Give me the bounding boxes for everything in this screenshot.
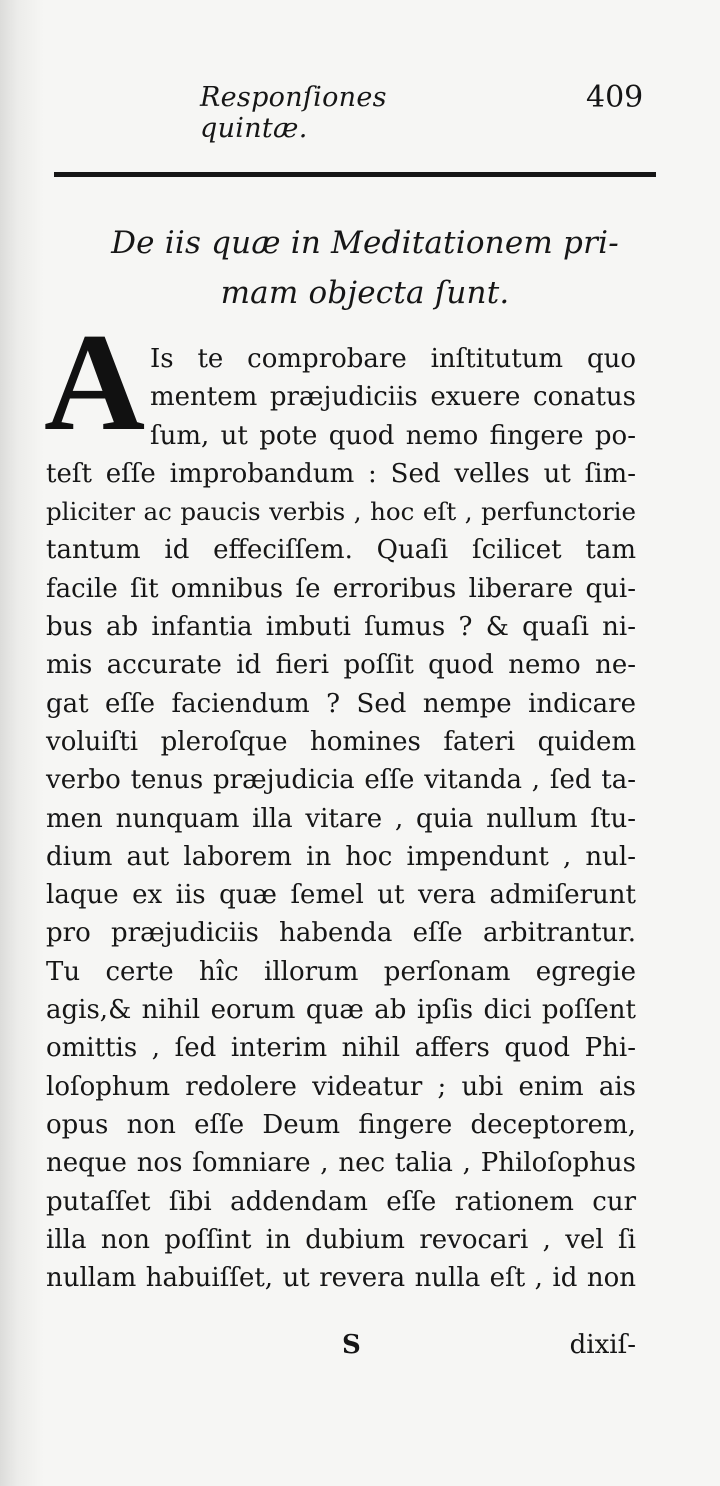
text-line: Is te comprobare inſtitutum quo [150, 344, 636, 374]
text-line: mentem præjudiciis exuere conatus [150, 382, 636, 413]
text-line: omittis , ſed interim nihil affers quod Phi- [46, 1033, 636, 1064]
section-heading-line: De iis quæ in Meditationem pri- [111, 225, 619, 261]
gutter-shadow [0, 0, 44, 1486]
text-line: bus ab infantia imbuti ſumus ? & quaſi ni- [46, 612, 636, 643]
text-line: ſum, ut pote quod nemo fingere po- [150, 420, 636, 451]
text-line: teſt eſſe improbandum : Sed velles ut ſim- [46, 458, 636, 489]
header-rule [54, 172, 656, 177]
section-heading-line: mam objecta ſunt. [220, 275, 510, 311]
page-number: 409 [586, 80, 644, 115]
text-line: pro præjudiciis habenda eſſe arbitrantur. [46, 918, 636, 949]
text-line: laque ex iis quæ ſemel ut vera admiſerunt [46, 880, 636, 911]
section-heading [60, 218, 670, 318]
page-footer [46, 1330, 636, 1370]
text-line: Tu certe hîc illorum perſonam egregie [46, 956, 636, 987]
text-line: dium aut laborem in hoc impendunt , nul- [46, 841, 636, 872]
text-line: putaſſet ſibi addendam eſſe rationem cur [46, 1186, 636, 1217]
text-line: neque nos ſomniare , nec talia , Philoſophus [46, 1148, 636, 1179]
drop-cap: A [44, 305, 146, 460]
catchword: dixiſ- [569, 1330, 636, 1360]
running-title: Responſiones quintæ. [200, 82, 387, 144]
text-line: loſophum redolere videatur ; ubi enim ais [46, 1071, 636, 1102]
text-line: gat eſſe faciendum ? Sed nempe indicare [46, 688, 636, 719]
signature-mark: S [342, 1330, 361, 1360]
text-line: tantum id effeciſſem. Quaſi ſcilicet tam [46, 535, 636, 566]
text-line: pliciter ac paucis verbis , hoc eſt , perfunctorie [46, 497, 636, 527]
text-line: men nunquam illa vitare , quia nullum ſtu- [46, 803, 636, 834]
text-line: illa non poſſint in dubium revocari , vel ſi [46, 1224, 636, 1255]
text-line: opus non eſſe Deum fingere deceptorem, [46, 1109, 636, 1140]
text-line: verbo tenus præjudicia eſſe vitanda , ſed ta- [46, 765, 636, 796]
text-line: voluiſti pleroſque homines fateri quidem [46, 726, 636, 757]
text-line: nullam habuiſſet, ut revera nulla eſt , id non [46, 1263, 636, 1294]
text-line: mis accurate id fieri poſſit quod nemo ne- [46, 650, 636, 681]
body-text [46, 340, 636, 1297]
text-line: facile ſit omnibus ſe erroribus liberare qui- [46, 573, 636, 604]
text-line: agis,& nihil eorum quæ ab ipſis dici poſſent [46, 995, 636, 1026]
